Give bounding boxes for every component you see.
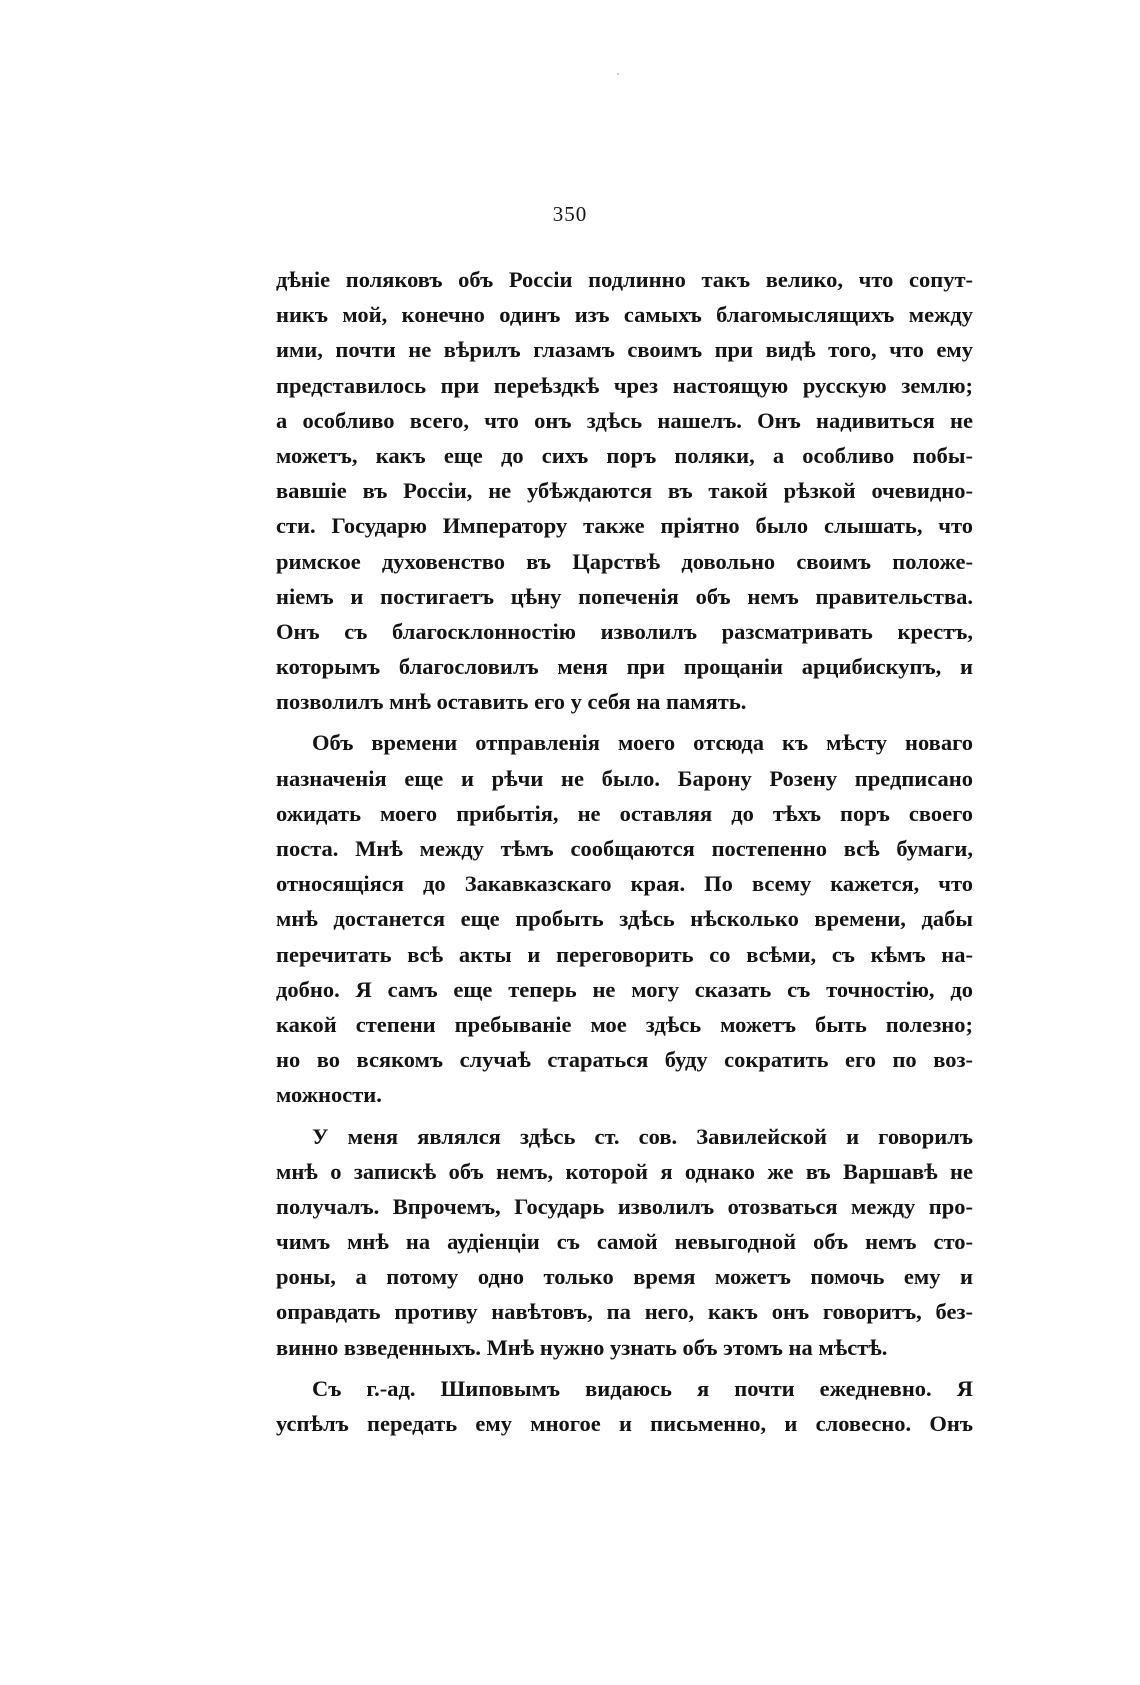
text-line: добно. Я самъ еще теперь не могу сказать съ точностію, до (276, 976, 973, 1002)
paragraph-1 (276, 262, 973, 719)
text-line: успѣлъ передать ему многое и письменно, и словесно. Онъ (276, 1411, 973, 1436)
text-line: какой степени пребываніе мое здѣсь можетъ быть полезно; (276, 1011, 973, 1037)
paragraph-3 (276, 1119, 973, 1365)
text-line: мнѣ о запискѣ объ немъ, которой я однако же въ Варшавѣ не (276, 1158, 973, 1184)
text-line: относящіяся до Закавказскаго края. По всему кажется, что (276, 871, 973, 897)
text-line: никъ мой, конечно одинъ изъ самыхъ благомыслящихъ между (276, 302, 973, 328)
text-line: ими, почти не вѣрилъ глазамъ своимъ при видѣ того, что ему (276, 337, 973, 363)
text-line: можности. (276, 1082, 382, 1108)
text-line: винно взведенныхъ. Мнѣ нужно узнать объ этомъ на мѣстѣ. (276, 1334, 888, 1360)
text-line: сти. Государю Императору также пріятно было слышать, что (276, 513, 973, 539)
text-line: представилось при переѣздкѣ чрез настоящую русскую землю; (276, 372, 973, 398)
text-line: ожидать моего прибытія, не оставляя до тѣхъ поръ своего (276, 800, 973, 826)
text-line: позволилъ мнѣ оставить его у себя на память. (276, 689, 747, 715)
text-line: Съ г.-ад. Шиповымъ видаюсь я почти ежедневно. Я (312, 1375, 973, 1401)
text-line: но во всякомъ случаѣ стараться буду сократить его по воз- (276, 1047, 973, 1073)
text-line: У меня являлся здѣсь ст. сов. Завилейской и говорилъ (312, 1123, 973, 1149)
text-line: мнѣ достанется еще пробыть здѣсь нѣсколько времени, дабы (276, 906, 973, 932)
page-number: 350 (552, 202, 588, 226)
text-line: роны, а потому одно только время можетъ помочь ему и (276, 1264, 973, 1290)
body-text (276, 262, 973, 1441)
text-line: ніемъ и постигаетъ цѣну попеченія объ немъ правительства. (276, 583, 973, 609)
text-line: чимъ мнѣ на аудіенціи съ самой невыгодной объ немъ сто- (276, 1229, 973, 1255)
text-line: которымъ благословилъ меня при прощаніи арцибискупъ, и (276, 654, 973, 680)
text-line: получалъ. Впрочемъ, Государь изволилъ отозваться между про- (276, 1193, 973, 1219)
text-line: Объ времени отправленія моего отсюда къ мѣсту новаго (312, 730, 973, 756)
text-line: поста. Мнѣ между тѣмъ сообщаются постепенно всѣ бумаги, (276, 836, 973, 861)
paper-speck (617, 73, 619, 75)
text-line: можетъ, какъ еще до сихъ поръ поляки, а особливо побы- (276, 442, 973, 468)
text-line: оправдать противу навѣтовъ, па него, какъ онъ говоритъ, без- (276, 1299, 973, 1325)
text-line: Онъ съ благосклонностію изволилъ разсматривать крестъ, (276, 618, 973, 644)
paragraph-4 (276, 1371, 973, 1441)
text-line: а особливо всего, что онъ здѣсь нашелъ. Онъ надивиться не (276, 407, 973, 433)
paragraph-2 (276, 725, 973, 1112)
text-line: назначенія еще и рѣчи не было. Барону Розену предписано (276, 765, 973, 791)
text-line: дѣніе поляковъ объ Россіи подлинно такъ велико, что сопут- (276, 267, 973, 292)
text-line: перечитать всѣ акты и переговорить со всѣми, съ кѣмъ на- (276, 941, 973, 967)
text-line: вавшіе въ Россіи, не убѣждаются въ такой рѣзкой очевидно- (276, 478, 973, 504)
text-line: римское духовенство въ Царствѣ довольно своимъ положе- (276, 548, 973, 574)
